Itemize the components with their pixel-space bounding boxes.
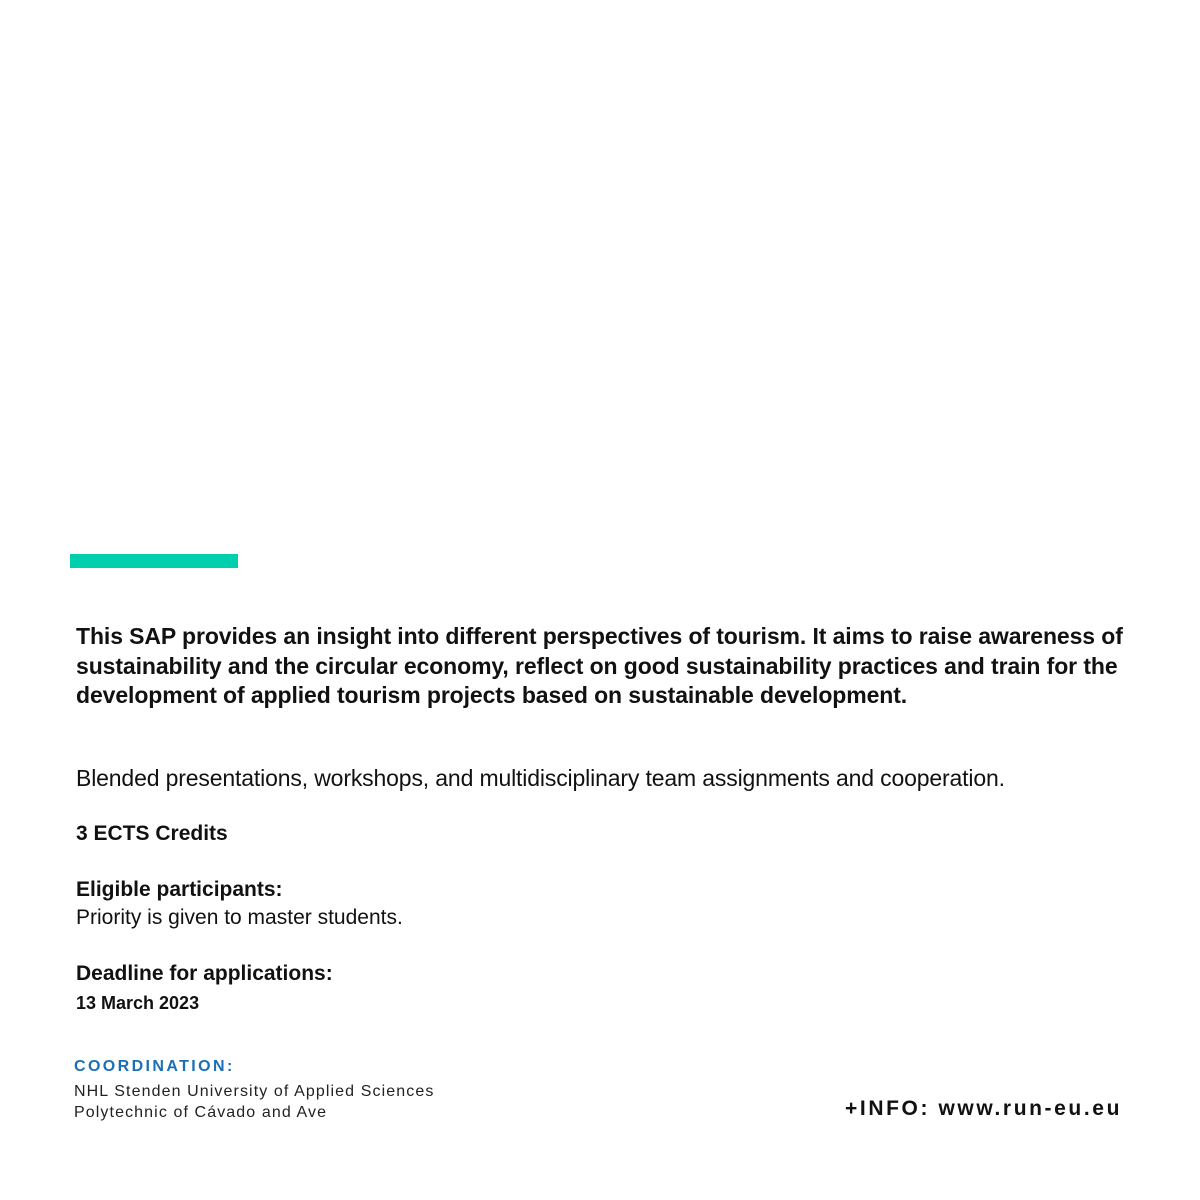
intro-paragraph: This SAP provides an insight into different perspectives of tourism. It aims to raise awareness of sustainability and the circular economy, reflect on good sustainability practices and train for the development of applied tourism projects based on sustainable development.	[76, 623, 1123, 708]
coordination-institution: NHL Stenden University of Applied Sciences	[74, 1083, 435, 1100]
coordination-label: COORDINATION:	[74, 1058, 235, 1075]
coordination-institution: Polytechnic of Cávado and Ave	[74, 1104, 328, 1121]
eligibility-text: Priority is given to master students.	[76, 906, 403, 929]
credits: 3 ECTS Credits	[76, 822, 228, 845]
deadline-date: 13 March 2023	[76, 993, 200, 1013]
deadline-heading: Deadline for applications:	[76, 962, 333, 985]
info-link[interactable]: +INFO: www.run-eu.eu	[845, 1097, 1122, 1120]
format-description: Blended presentations, workshops, and multidisciplinary team assignments and cooperation.	[76, 765, 1005, 791]
accent-bar	[70, 554, 238, 568]
eligibility-heading: Eligible participants:	[76, 878, 283, 901]
